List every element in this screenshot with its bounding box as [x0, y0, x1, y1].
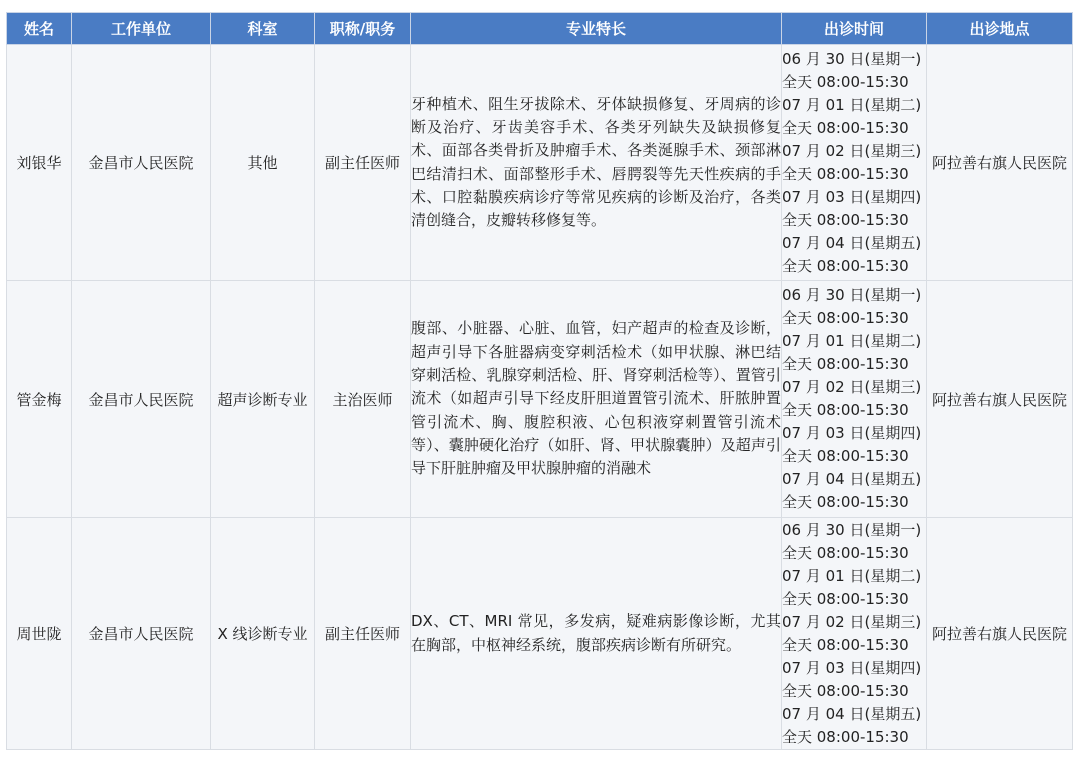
department: X 线诊断专业 — [211, 518, 315, 750]
schedule-hours: 全天 08:00-15:30 — [782, 681, 909, 700]
header-name: 姓名 — [7, 13, 72, 45]
schedule-date: 07 月 01 日(星期二) — [782, 566, 922, 585]
work-unit: 金昌市人民医院 — [72, 281, 211, 518]
specialty: 牙种植术、阻生牙拔除术、牙体缺损修复、牙周病的诊断及治疗、牙齿美容手术、各类牙列缺失及缺损修复术、面部各类骨折及肿瘤手术、各类涎腺手术、颈部淋巴结清扫术、面部整形手术、唇腭裂等先天性疾病的手术、口腔黏膜疾病诊疗等常见疾病的诊断及治疗，各类清创缝合，皮瓣转移修复等。 — [411, 45, 782, 281]
doctor-name: 刘银华 — [7, 45, 72, 281]
schedule-date: 06 月 30 日(星期一) — [782, 286, 922, 304]
schedule-cell — [782, 281, 927, 518]
schedule-hours: 全天 08:00-15:30 — [782, 210, 909, 229]
schedule-date: 07 月 01 日(星期二) — [782, 332, 922, 350]
schedule-cell — [782, 45, 927, 281]
schedule-hours: 全天 08:00-15:30 — [782, 493, 909, 511]
schedule-date: 07 月 03 日(星期四) — [782, 658, 922, 677]
schedule-hours: 全天 08:00-15:30 — [782, 447, 909, 465]
specialty: 腹部、小脏器、心脏、血管，妇产超声的检查及诊断，超声引导下各脏器病变穿刺活检术（如甲状腺、淋巴结穿刺活检、乳腺穿刺活检、肝、肾穿刺活检等）、置管引流术（如超声引导下经皮肝胆道置管引流术、肝脓肿置管引流术、胸、腹腔积液、心包积液穿刺置管引流术等）、囊肿硬化治疗（如肝、肾、甲状腺囊肿）及超声引导下肝脏肿瘤及甲状腺肿瘤的消融术 — [411, 281, 782, 518]
schedule-hours: 全天 08:00-15:30 — [782, 309, 909, 327]
header-specialty: 专业特长 — [411, 13, 782, 45]
schedule-hours: 全天 08:00-15:30 — [782, 727, 909, 746]
schedule-hours: 全天 08:00-15:30 — [782, 635, 909, 654]
table-header-row — [7, 13, 1073, 45]
schedule-date: 07 月 02 日(星期三) — [782, 378, 922, 396]
department: 其他 — [211, 45, 315, 281]
schedule-date: 07 月 03 日(星期四) — [782, 187, 922, 206]
schedule-date: 07 月 02 日(星期三) — [782, 612, 922, 631]
schedule-date: 07 月 04 日(星期五) — [782, 470, 922, 488]
specialty: DX、CT、MRI 常见，多发病，疑难病影像诊断，尤其在胸部，中枢神经系统，腹部疾病诊断有所研究。 — [411, 518, 782, 750]
job-title: 主治医师 — [315, 281, 411, 518]
job-title: 副主任医师 — [315, 45, 411, 281]
header-department: 科室 — [211, 13, 315, 45]
header-schedule: 出诊时间 — [782, 13, 927, 45]
work-unit: 金昌市人民医院 — [72, 518, 211, 750]
work-unit: 金昌市人民医院 — [72, 45, 211, 281]
table-row — [7, 518, 1073, 750]
schedule-date: 07 月 03 日(星期四) — [782, 424, 922, 442]
schedule-hours: 全天 08:00-15:30 — [782, 355, 909, 373]
schedule-hours: 全天 08:00-15:30 — [782, 589, 909, 608]
schedule-date: 06 月 30 日(星期一) — [782, 520, 922, 539]
schedule-hours: 全天 08:00-15:30 — [782, 118, 909, 137]
doctor-schedule-table-wrapper — [6, 12, 1073, 750]
clinic-location: 阿拉善右旗人民医院 — [927, 518, 1073, 750]
schedule-date: 06 月 30 日(星期一) — [782, 49, 922, 68]
table-row — [7, 281, 1073, 518]
schedule-hours: 全天 08:00-15:30 — [782, 401, 909, 419]
department: 超声诊断专业 — [211, 281, 315, 518]
schedule-date: 07 月 01 日(星期二) — [782, 95, 922, 114]
header-work-unit: 工作单位 — [72, 13, 211, 45]
header-location: 出诊地点 — [927, 13, 1073, 45]
clinic-location: 阿拉善右旗人民医院 — [927, 281, 1073, 518]
schedule-hours: 全天 08:00-15:30 — [782, 164, 909, 183]
schedule-hours: 全天 08:00-15:30 — [782, 72, 909, 91]
table-row — [7, 45, 1073, 281]
schedule-date: 07 月 02 日(星期三) — [782, 141, 922, 160]
schedule-date: 07 月 04 日(星期五) — [782, 233, 922, 252]
schedule-date: 07 月 04 日(星期五) — [782, 704, 922, 723]
schedule-hours: 全天 08:00-15:30 — [782, 256, 909, 275]
doctor-schedule-table — [6, 12, 1073, 750]
header-title: 职称/职务 — [315, 13, 411, 45]
job-title: 副主任医师 — [315, 518, 411, 750]
schedule-hours: 全天 08:00-15:30 — [782, 543, 909, 562]
clinic-location: 阿拉善右旗人民医院 — [927, 45, 1073, 281]
doctor-name: 管金梅 — [7, 281, 72, 518]
schedule-cell — [782, 518, 927, 750]
doctor-name: 周世陇 — [7, 518, 72, 750]
